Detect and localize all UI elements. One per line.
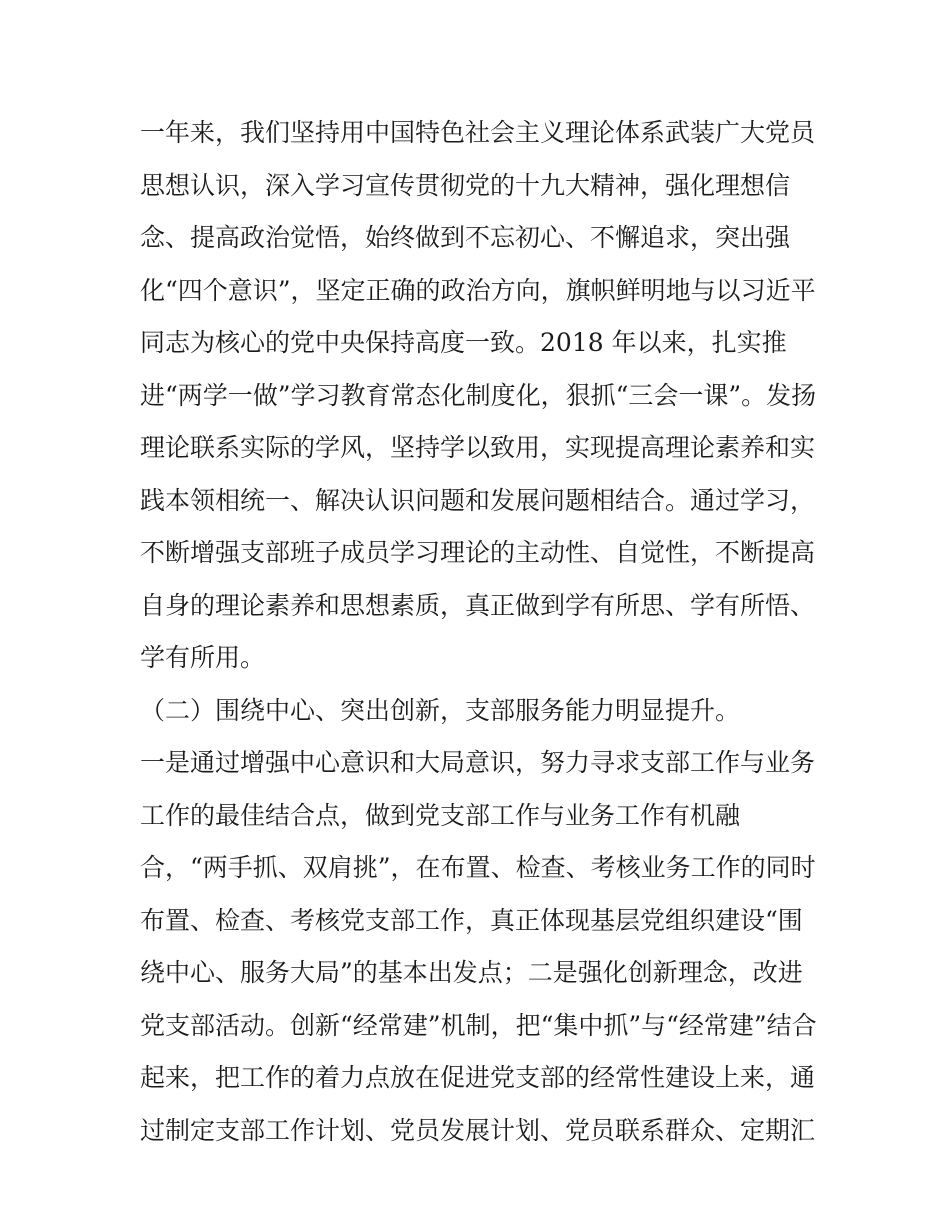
text-line: 党支部活动。创新“经常建”机制，把“集中抓”与“经常建”结合 [140, 1010, 817, 1040]
body-text [140, 107, 830, 1157]
text-line: 进“两学一做”学习教育常态化制度化，狠抓“三会一课”。发扬 [140, 380, 817, 410]
text-line: 念、提高政治觉悟，始终做到不忘初心、不懈追求，突出强 [140, 223, 791, 252]
text-line: 践本领相统一、解决认识问题和发展问题相结合。通过学习， [140, 485, 816, 515]
text-line: 布置、检查、考核党支部工作，真正体现基层党组织建设“围 [140, 905, 803, 935]
text-line: 过制定支部工作计划、党员发展计划、党员联系群众、定期汇 [140, 1115, 816, 1145]
text-line: 理论联系实际的学风，坚持学以致用，实现提高理论素养和实 [140, 433, 816, 462]
text-line: 不断增强支部班子成员学习理论的主动性、自觉性，不断提高 [140, 538, 816, 567]
section-heading: （二）围绕中心、突出创新，支部服务能力明显提升。 [140, 695, 741, 725]
text-line: 起来，把工作的着力点放在促进党支部的经常性建设上来，通 [140, 1063, 816, 1092]
text-line: 绕中心、服务大局”的基本出发点；二是强化创新理念，改进 [140, 958, 803, 987]
text-line: 合，“两手抓、双肩挑”，在布置、检查、考核业务工作的同时 [140, 853, 816, 882]
text-line: 化“四个意识”，坚定正确的政治方向，旗帜鲜明地与以习近平 [140, 275, 816, 305]
text-line: 自身的理论素养和思想素质，真正做到学有所思、学有所悟、 [140, 590, 816, 620]
text-line: 学有所用。 [140, 643, 266, 672]
text-line: 同志为核心的党中央保持高度一致。2018 年以来，扎实推 [140, 328, 787, 357]
text-line: 工作的最佳结合点，做到党支部工作与业务工作有机融 [140, 800, 741, 830]
text-line: 一年来，我们坚持用中国特色社会主义理论体系武装广大党员 [140, 118, 816, 147]
text-line: 一是通过增强中心意识和大局意识，努力寻求支部工作与业务 [140, 748, 816, 777]
text-line: 思想认识，深入学习宣传贯彻党的十九大精神，强化理想信 [140, 170, 791, 200]
